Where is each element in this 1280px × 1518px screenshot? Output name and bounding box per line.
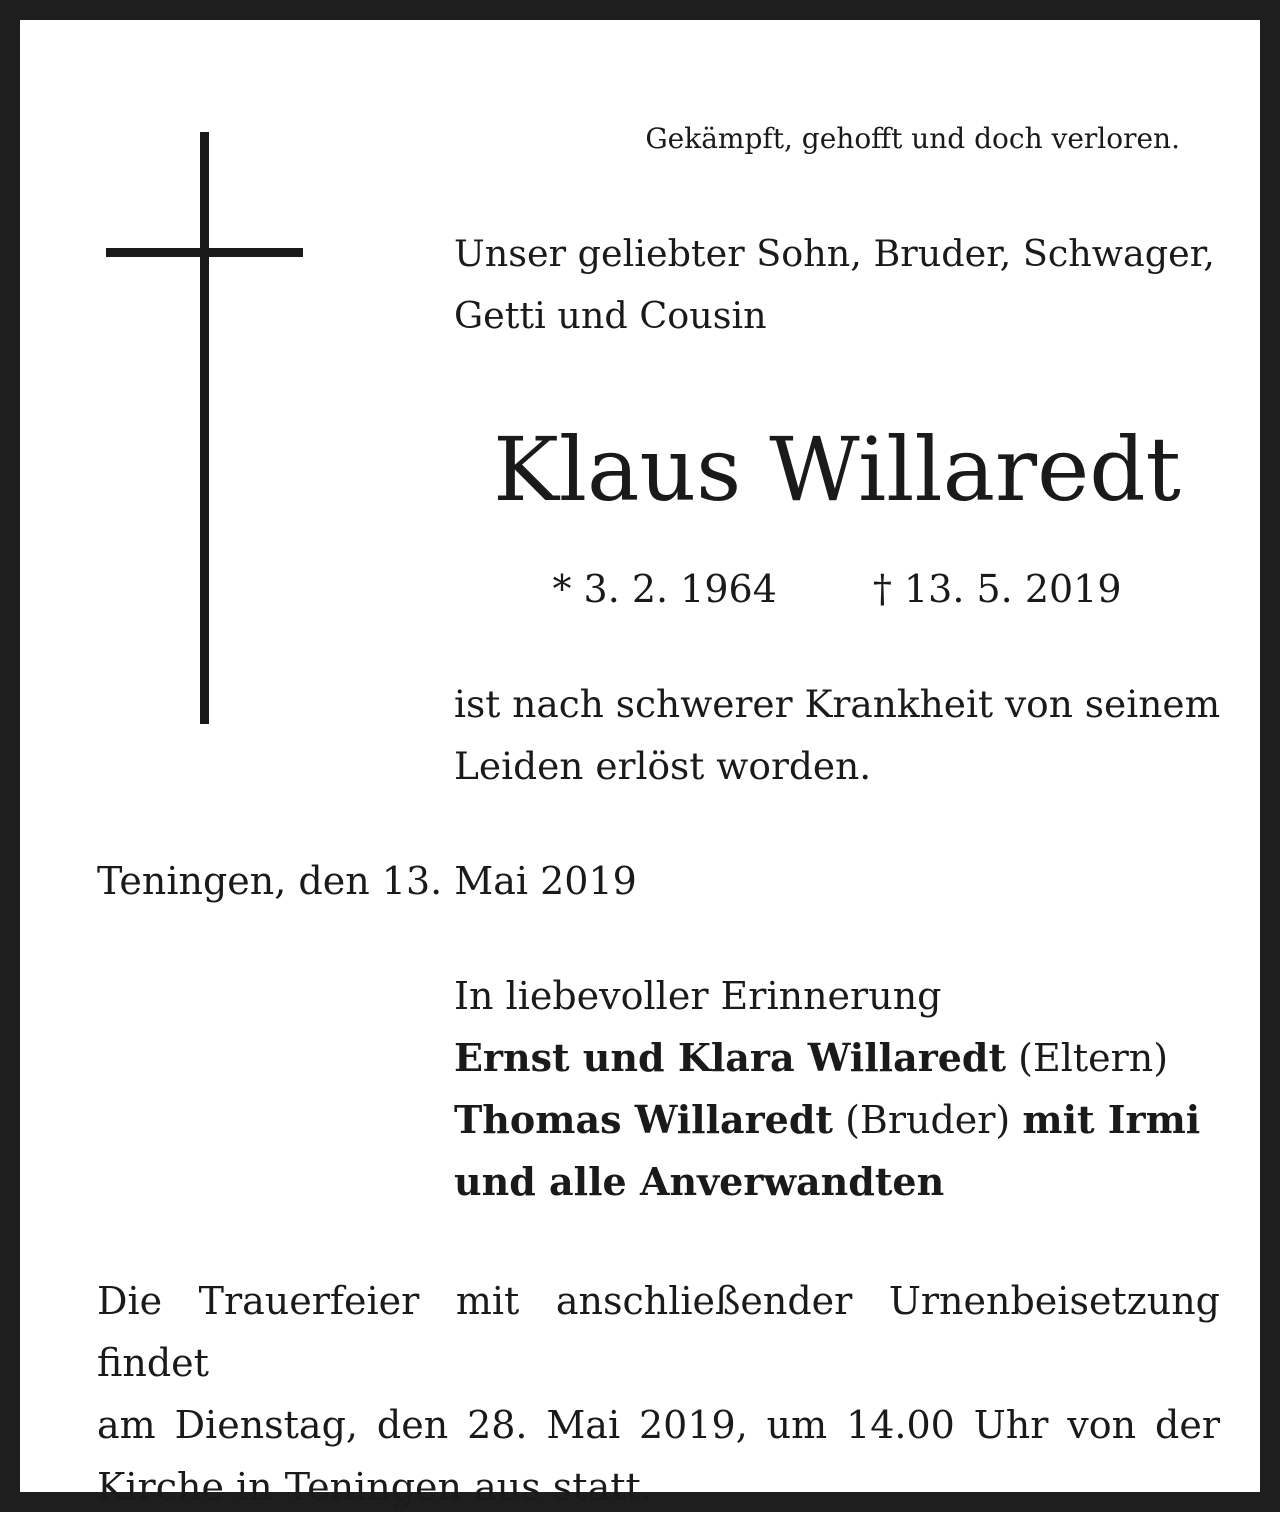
- brother-partner: mit Irmi: [1022, 1097, 1201, 1142]
- intro-line-1: Unser geliebter Sohn, Bruder, Schwager,: [454, 232, 1215, 275]
- birth-date: * 3. 2. 1964: [552, 567, 777, 611]
- place-date: Teningen, den 13. Mai 2019: [97, 859, 637, 903]
- life-dates: [454, 558, 1220, 620]
- death-date: † 13. 5. 2019: [872, 567, 1122, 611]
- deceased-name: Klaus Willaredt: [493, 418, 1181, 521]
- motto: Gekämpft, gehofft und doch verloren.: [645, 122, 1180, 155]
- notice-line-1: Die Trauerfeier mit anschließender Urnenbeisetzung findet: [97, 1279, 1220, 1385]
- mourner-parents: [454, 1027, 1200, 1089]
- mourner-others: und alle Anverwandten: [454, 1159, 945, 1204]
- intro-line-2: Getti und Cousin: [454, 294, 767, 337]
- parents-name: Ernst und Klara Willaredt: [454, 1035, 1007, 1080]
- cross-vertical-bar: [200, 132, 209, 724]
- brother-name: Thomas Willaredt: [454, 1097, 833, 1142]
- passing-text: [454, 673, 1220, 797]
- funeral-notice: [97, 1270, 1220, 1518]
- mourners-list: [454, 965, 1200, 1213]
- notice-line-3: Kirche in Teningen aus statt.: [97, 1465, 653, 1509]
- mourner-brother: [454, 1089, 1200, 1151]
- notice-line-2: am Dienstag, den 28. Mai 2019, um 14.00 Uhr von der: [97, 1403, 1220, 1447]
- passing-line-1: ist nach schwerer Krankheit von seinem: [454, 682, 1221, 726]
- passing-line-2: Leiden erlöst worden.: [454, 744, 872, 788]
- cross-horizontal-bar: [106, 248, 303, 257]
- intro-text: [454, 223, 1215, 347]
- brother-relation: (Bruder): [845, 1098, 1011, 1142]
- parents-relation: (Eltern): [1018, 1036, 1169, 1080]
- mourners-intro: In liebevoller Erinnerung: [454, 974, 942, 1018]
